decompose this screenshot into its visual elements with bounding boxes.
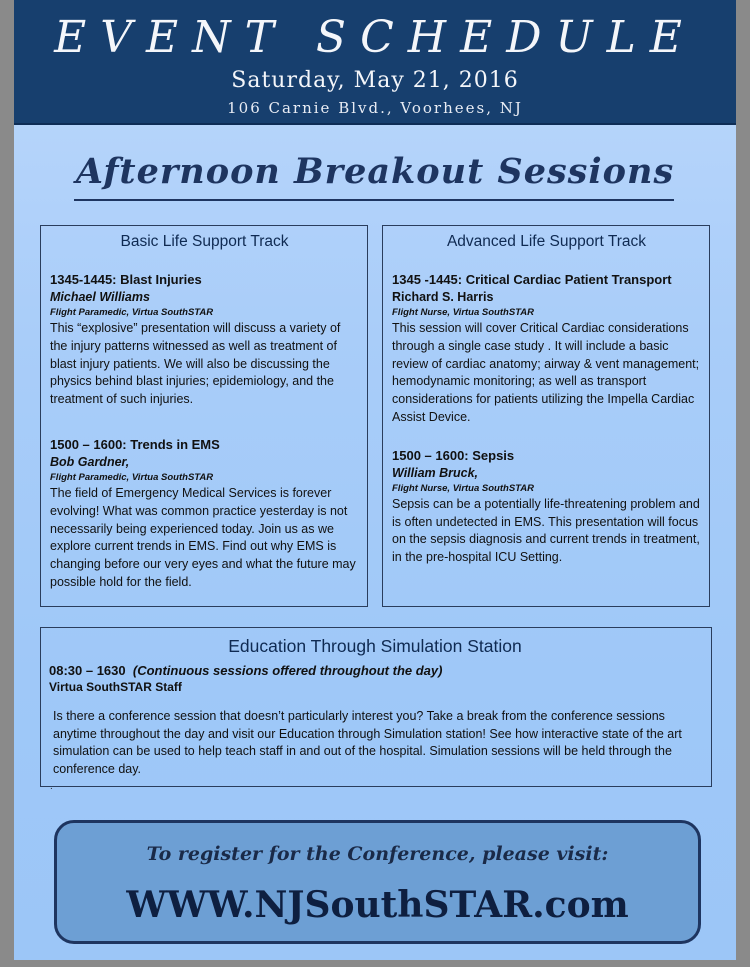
session xyxy=(50,436,359,592)
simulation-staff: Virtua SouthSTAR Staff xyxy=(49,680,182,694)
simulation-description: Is there a conference session that doesn’t particularly interest you? Take a break from the conference sessions anytime throughout the day and visit our Education through Simulation station! See how interactive state of the art simulation can be used to help teach staff in and out of the hospital. Simulation sessions will be held through the conference day. xyxy=(53,709,682,776)
session-time-title: 1345-1445: Blast Injuries xyxy=(50,272,202,287)
simulation-title: Education Through Simulation Station xyxy=(228,636,522,656)
flyer-page xyxy=(14,0,736,960)
event-title: EVENT SCHEDULE xyxy=(54,12,696,63)
track-title: Advanced Life Support Track xyxy=(446,233,647,250)
session-speaker: Richard S. Harris xyxy=(392,290,494,304)
advanced-life-support-track xyxy=(382,225,710,607)
simulation-time-note: (Continuous sessions offered throughout the day) xyxy=(132,663,443,678)
session-time-title: 1345 -1445: Critical Cardiac Patient Transport xyxy=(392,272,672,287)
session-time-title: 1500 – 1600: Trends in EMS xyxy=(50,436,220,452)
session xyxy=(50,271,359,409)
event-address: 106 Carnie Blvd., Voorhees, NJ xyxy=(227,99,523,117)
session-speaker-role: Flight Paramedic, Virtua SouthSTAR xyxy=(50,307,214,318)
page-subheading: Afternoon Breakout Sessions xyxy=(75,151,675,192)
session-speaker-role: Flight Paramedic, Virtua SouthSTAR xyxy=(50,471,214,483)
spacer xyxy=(50,409,359,436)
stray-mark: . xyxy=(50,781,53,792)
registration-box xyxy=(54,820,701,944)
session-speaker-role: Flight Nurse, Virtua SouthSTAR xyxy=(392,482,534,494)
registration-url-link[interactable]: WWW.NJSouthSTAR.com xyxy=(126,884,629,926)
subheading-underline xyxy=(74,199,674,201)
registration-prompt: To register for the Conference, please visit: xyxy=(146,843,609,865)
session-speaker-role: Flight Nurse, Virtua SouthSTAR xyxy=(392,307,534,318)
simulation-time-range: 08:30 – 1630 xyxy=(49,663,126,678)
basic-life-support-track xyxy=(40,225,368,607)
session-speaker: Michael Williams xyxy=(50,290,150,304)
session-description: The field of Emergency Medical Services is forever evolving! What was common practice yesterday is not necessarily being experienced today. Join us as we explore current trends in EMS. Find out why EMS is changing before our very eyes and what the future may possible hold for the field. xyxy=(50,485,356,589)
track-title: Basic Life Support Track xyxy=(120,233,289,250)
event-date: Saturday, May 21, 2016 xyxy=(231,68,519,93)
simulation-time xyxy=(49,662,701,679)
simulation-station-box xyxy=(40,627,712,787)
session xyxy=(392,271,701,427)
session-description: Sepsis can be a potentially life-threatening problem and is often undetected in EMS. This presentation will focus on the sepsis diagnosis and current trends in treatment, in the pre-hospital ICU Setting. xyxy=(392,496,700,565)
header-banner xyxy=(14,0,736,125)
session-speaker: William Bruck, xyxy=(392,465,479,480)
session-description: This “explosive” presentation will discuss a variety of the injury patterns witnessed as well as treatment of blast injury patients. We will also be discussing the physics behind blast injuries; epidemiology, and the treatment of such injuries. xyxy=(50,321,341,407)
spacer xyxy=(392,427,701,447)
session-description: This session will cover Critical Cardiac considerations through a single case study . It will include a basic review of cardiac anatomy; airway & vent management; hemodynamic monitoring; as well as transport considerations for patients utilizing the Impella Cardiac Assist Device. xyxy=(392,321,700,424)
session xyxy=(392,447,701,567)
session-time-title: 1500 – 1600: Sepsis xyxy=(392,447,515,463)
session-speaker: Bob Gardner, xyxy=(50,454,130,469)
